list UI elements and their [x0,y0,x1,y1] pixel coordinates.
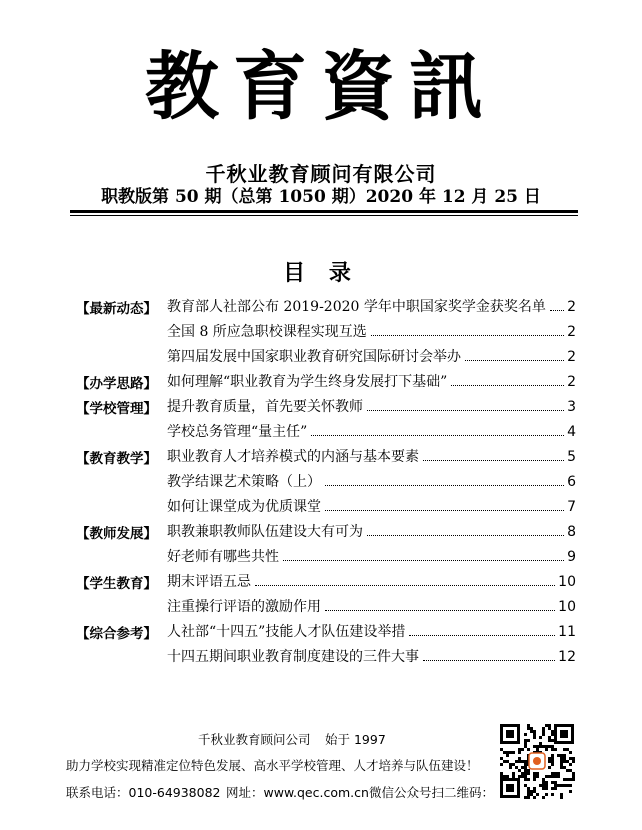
leader-dots [311,435,564,436]
toc-entry[interactable] [167,471,576,491]
header-rule-thick [70,210,578,213]
toc-row [76,419,576,444]
toc-row [76,519,576,544]
toc-row [76,569,576,594]
leader-dots [423,460,564,461]
toc-entry-title: 提升教育质量，首先要关怀教师 [167,399,363,415]
toc-entry-page: 3 [567,399,576,415]
toc-entry-page: 8 [567,524,576,540]
table-of-contents [76,294,576,669]
toc-entry[interactable] [167,496,576,516]
toc-section: 【最新动态】 [76,301,157,317]
toc-entry-page: 2 [567,349,576,365]
toc-entry-title: 职教兼职教师队伍建设大有可为 [167,524,363,540]
leader-dots [409,635,555,636]
footer-phone: 联系电话：010-64938082 [66,785,221,800]
toc-row [76,544,576,569]
toc-section: 【学校管理】 [76,401,157,417]
toc-entry-title: 人社部“十四五”技能人才队伍建设举措 [167,624,406,640]
toc-entry[interactable] [167,596,576,616]
toc-row [76,369,576,394]
toc-entry-title: 注重操行评语的激励作用 [167,599,321,615]
leader-dots [255,585,555,586]
toc-entry-title: 职业教育人才培养模式的内涵与基本要素 [167,449,419,465]
toc-entry-page: 7 [567,499,576,515]
footer-company: 千秋业教育顾问公司 [198,732,311,747]
toc-entry[interactable] [167,621,576,641]
toc-entry-title: 如何理解“职业教育为学生终身发展打下基础” [167,374,448,390]
toc-entry-title: 第四届发展中国家职业教育研究国际研讨会举办 [167,349,461,365]
leader-dots [283,560,564,561]
leader-dots [367,535,564,536]
leader-dots [465,360,564,361]
toc-entry-title: 好老师有哪些共性 [167,549,279,565]
toc-entry[interactable] [167,421,576,441]
toc-entry[interactable] [167,296,576,316]
toc-entry[interactable] [167,546,576,566]
toc-entry-page: 11 [558,624,576,640]
toc-entry[interactable] [167,571,576,591]
leader-dots [367,410,564,411]
issue-line: 职教版第 50 期（总第 1050 期）2020 年 12 月 25 日 [101,187,541,207]
toc-entry[interactable] [167,521,576,541]
toc-section: 【办学思路】 [76,376,157,392]
leader-dots [451,385,564,386]
toc-entry-title: 期末评语五忌 [167,574,251,590]
masthead-title: 教育資訊 [145,44,497,130]
toc-entry-page: 2 [567,374,576,390]
toc-entry[interactable] [167,446,576,466]
toc-entry[interactable] [167,396,576,416]
toc-entry-page: 4 [567,424,576,440]
toc-section: 【学生教育】 [76,576,157,592]
company-name: 千秋业教育顾问有限公司 [205,162,437,186]
toc-section: 【教育教学】 [76,451,157,467]
footer-since: 始于 1997 [325,732,386,747]
toc-entry-page: 2 [567,299,576,315]
toc-entry[interactable] [167,321,576,341]
toc-row [76,494,576,519]
toc-section: 【教师发展】 [76,526,157,542]
toc-entry[interactable] [167,646,576,666]
toc-entry-page: 2 [567,324,576,340]
toc-entry-title: 如何让课堂成为优质课堂 [167,499,321,515]
header-rule-thin [70,215,578,216]
toc-section: 【综合参考】 [76,626,157,642]
toc-row [76,619,576,644]
footer-wechat: 微信公众号扫二维码： [369,785,495,800]
footer-website[interactable]: 网址：www.qec.com.cn [226,785,369,800]
toc-row [76,344,576,369]
toc-entry-page: 5 [567,449,576,465]
toc-entry-title: 教学结课艺术策略（上） [167,474,321,490]
leader-dots [423,660,555,661]
leader-dots [325,510,564,511]
toc-entry-title: 全国 8 所应急职校课程实现互选 [167,324,367,340]
toc-entry-title: 十四五期间职业教育制度建设的三件大事 [167,649,419,665]
toc-row [76,644,576,669]
leader-dots [325,485,564,486]
toc-entry-page: 6 [567,474,576,490]
toc-heading: 目 录 [283,260,359,286]
toc-entry-page: 12 [558,649,576,665]
leader-dots [371,335,564,336]
footer-slogan: 助力学校实现精准定位特色发展、高水平学校管理、人才培养与队伍建设！ [66,758,479,773]
toc-row [76,469,576,494]
toc-row [76,294,576,319]
toc-entry[interactable] [167,371,576,391]
leader-dots [550,310,564,311]
toc-entry-page: 9 [567,549,576,565]
toc-entry-title: 教育部人社部公布 2019-2020 学年中职国家奖学金获奖名单 [167,299,546,315]
leader-dots [325,610,555,611]
toc-entry-page: 10 [558,599,576,615]
toc-entry-title: 学校总务管理“量主任” [167,424,308,440]
toc-row [76,319,576,344]
toc-entry-page: 10 [558,574,576,590]
toc-row [76,444,576,469]
toc-row [76,594,576,619]
qr-code-icon[interactable] [498,722,576,800]
toc-row [76,394,576,419]
toc-entry[interactable] [167,346,576,366]
